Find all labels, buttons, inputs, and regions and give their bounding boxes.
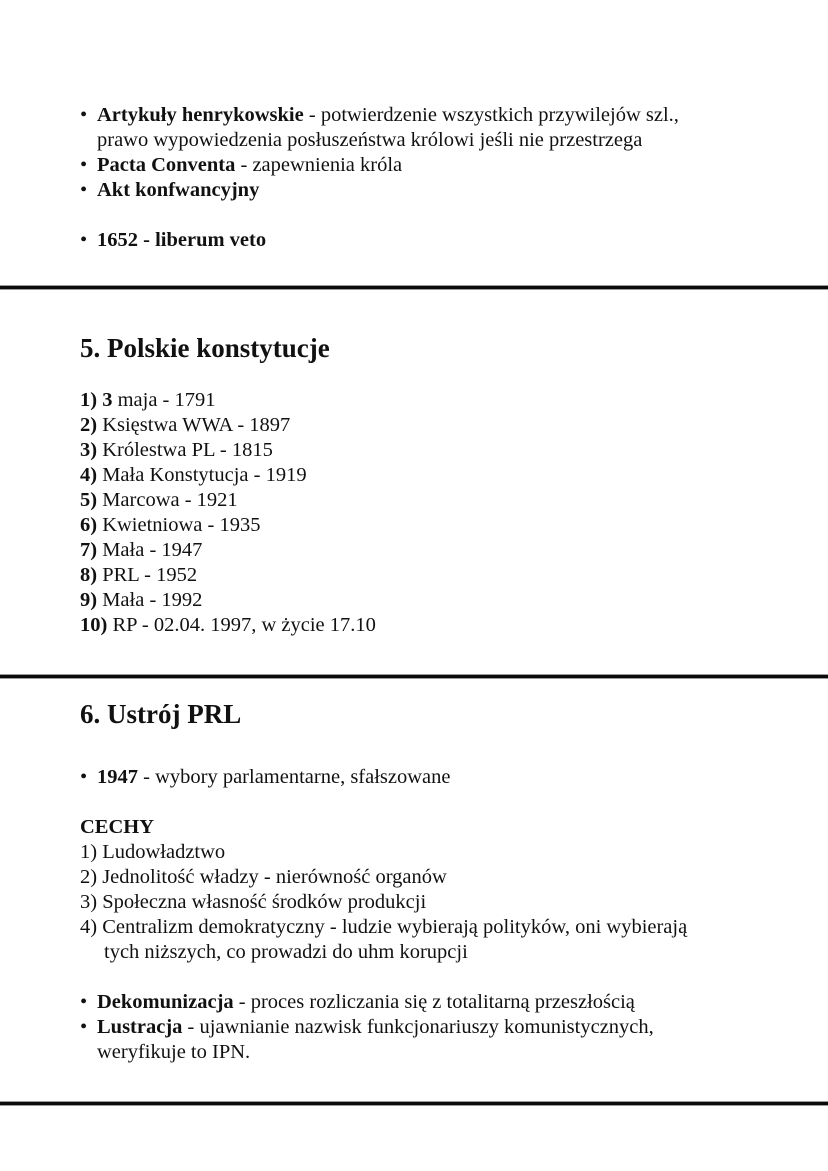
item-text: maja - 1791	[112, 389, 216, 411]
section-title: 5. Polskie konstytucje	[80, 333, 330, 363]
item-number: 9)	[80, 589, 98, 611]
separator: -	[182, 1016, 200, 1038]
bullet-icon: •	[80, 179, 88, 201]
list-item	[80, 513, 260, 538]
bullet-icon: •	[80, 766, 88, 788]
item-text: Marcowa - 1921	[97, 489, 238, 511]
item-number: 8)	[80, 564, 98, 586]
separator: -	[303, 104, 321, 126]
description: potwierdzenie wszystkich przywilejów szl.,	[320, 104, 679, 126]
list-item	[80, 438, 273, 463]
item-number: 4)	[80, 464, 98, 486]
feature-item-continuation: tych niższych, co prowadzi do uhm korupcji	[104, 941, 468, 963]
term: Akt konfwancyjny	[97, 179, 260, 201]
list-item-continuation: weryfikuje to IPN.	[97, 1041, 251, 1063]
item-number: 6)	[80, 514, 98, 536]
bullet-icon: •	[80, 154, 88, 176]
bullet-icon: •	[80, 104, 88, 126]
item-text: Mała - 1947	[97, 539, 203, 561]
feature-item: 4) Centralizm demokratyczny - ludzie wybierają polityków, oni wybierają	[80, 916, 688, 938]
list-item	[80, 103, 679, 128]
list-item	[80, 413, 290, 438]
bullet-icon: •	[80, 1016, 88, 1038]
item-text: Mała Konstytucja - 1919	[97, 464, 307, 486]
feature-item: 3) Społeczna własność środków produkcji	[80, 891, 427, 913]
section-divider	[0, 286, 828, 289]
description: wybory parlamentarne, sfałszowane	[155, 766, 451, 788]
separator: -	[138, 766, 156, 788]
list-item	[80, 588, 202, 613]
term: Dekomunizacja	[97, 991, 234, 1013]
feature-item: 1) Ludowładztwo	[80, 841, 226, 863]
description: proces rozliczania się z totalitarną przeszłością	[250, 991, 635, 1013]
list-item	[80, 613, 376, 638]
description: zapewnienia króla	[252, 154, 403, 176]
item-text: Mała - 1992	[97, 589, 203, 611]
item-text: Kwietniowa - 1935	[97, 514, 261, 536]
section-divider	[0, 675, 828, 678]
list-item-continuation: prawo wypowiedzenia posłuszeństwa królowi jeśli nie przestrzega	[97, 129, 643, 151]
list-item	[80, 178, 259, 203]
list-item	[80, 488, 238, 513]
item-bold-text: 3	[102, 389, 113, 411]
item-number: 1)	[80, 389, 98, 411]
term: Lustracja	[97, 1016, 183, 1038]
features-label: CECHY	[80, 816, 155, 838]
list-item	[80, 388, 216, 413]
term: Pacta Conventa	[97, 154, 236, 176]
term: 1652 - liberum veto	[97, 229, 267, 251]
list-item	[80, 153, 402, 178]
item-text: RP - 02.04. 1997, w życie 17.10	[107, 614, 376, 636]
list-item	[80, 538, 202, 563]
item-number: 5)	[80, 489, 98, 511]
item-number: 10)	[80, 614, 108, 636]
separator: -	[235, 154, 253, 176]
section-title: 6. Ustrój PRL	[80, 699, 242, 729]
bullet-icon: •	[80, 229, 88, 251]
list-item	[80, 1015, 654, 1040]
separator: -	[233, 991, 251, 1013]
list-item	[80, 563, 197, 588]
feature-item: 2) Jednolitość władzy - nierówność organów	[80, 866, 447, 888]
term: 1947	[97, 766, 138, 788]
description: ujawnianie nazwisk funkcjonariuszy komunistycznych,	[199, 1016, 654, 1038]
item-text: Królestwa PL - 1815	[97, 439, 273, 461]
term: Artykuły henrykowskie	[97, 104, 304, 126]
section-divider	[0, 1102, 828, 1105]
list-item	[80, 463, 307, 488]
list-item	[80, 765, 451, 790]
item-number: 3)	[80, 439, 98, 461]
list-item	[80, 990, 635, 1015]
item-number: 2)	[80, 414, 98, 436]
item-text: Księstwa WWA - 1897	[97, 414, 291, 436]
item-text: PRL - 1952	[97, 564, 198, 586]
bullet-icon: •	[80, 991, 88, 1013]
list-item-highlight	[80, 228, 266, 253]
item-number: 7)	[80, 539, 98, 561]
